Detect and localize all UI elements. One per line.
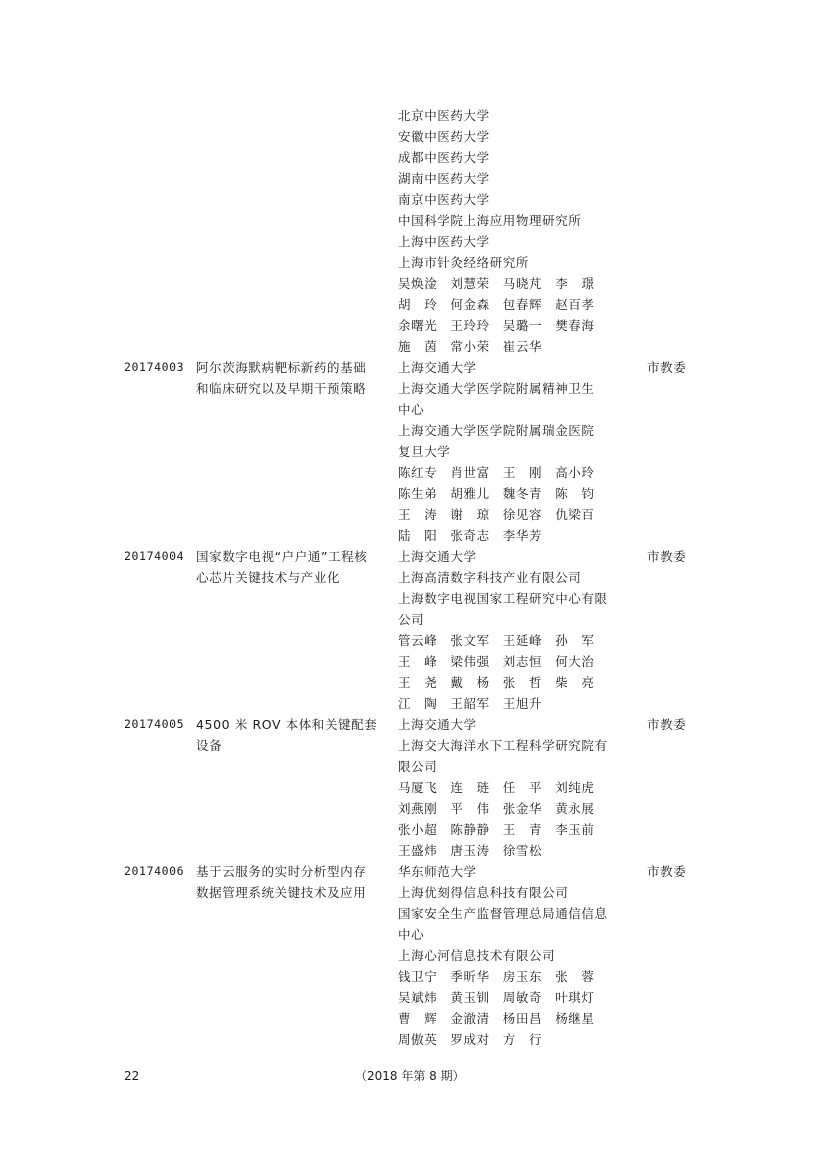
entry-id: 20174003 (124, 360, 185, 374)
people-line: 施 茵 常小荣 崔云华 (398, 339, 543, 354)
unit-line: 华东师范大学 (398, 864, 477, 879)
entry-dept: 市教委 (647, 549, 687, 564)
people-line: 王盛炜 唐玉涛 徐雪松 (398, 843, 543, 858)
unit-line: 限公司 (398, 759, 438, 774)
unit-line: 安徽中医药大学 (398, 129, 490, 144)
people-line: 刘燕刚 平 伟 张金华 黄永展 (398, 801, 595, 816)
unit-line: 公司 (398, 612, 425, 627)
entry-title-line: 4500 米 ROV 本体和关键配套 (196, 717, 378, 732)
entry-title-line: 数据管理系统关键技术及应用 (196, 885, 367, 900)
unit-line: 上海市针灸经络研究所 (398, 255, 530, 270)
entry-id: 20174004 (124, 549, 185, 563)
entry-title-line: 心芯片关键技术与产业化 (196, 570, 341, 585)
people-line: 陆 阳 张奇志 李华芳 (398, 528, 543, 543)
entry-dept: 市教委 (647, 717, 687, 732)
entry-dept: 市教委 (647, 864, 687, 879)
unit-line: 国家安全生产监督管理总局通信信息 (398, 906, 608, 921)
entry-dept: 市教委 (647, 360, 687, 375)
people-line: 江 陶 王韶军 王旭升 (398, 696, 543, 711)
issue-label: （2018 年第 8 期） (355, 1069, 465, 1083)
people-line: 余曙光 王玲玲 吴璐一 樊春海 (398, 318, 595, 333)
unit-line: 上海高清数字科技产业有限公司 (398, 570, 582, 585)
unit-line: 成都中医药大学 (398, 150, 490, 165)
people-line: 管云峰 张文军 王延峰 孙 军 (398, 633, 595, 648)
entry-id: 20174006 (124, 864, 185, 878)
people-line: 钱卫宁 季昕华 房玉东 张 蓉 (398, 969, 595, 984)
people-line: 吴焕淦 刘慧荣 马晓芃 李 璟 (398, 276, 595, 291)
unit-line: 湖南中医药大学 (398, 171, 490, 186)
unit-line: 上海心河信息技术有限公司 (398, 948, 556, 963)
unit-line: 上海交通大学医学院附属瑞金医院 (398, 423, 595, 438)
unit-line: 复旦大学 (398, 444, 451, 459)
people-line: 吴斌炜 黄玉钏 周敏奇 叶琪灯 (398, 990, 595, 1005)
unit-line: 中心 (398, 927, 425, 942)
people-line: 张小超 陈静静 王 青 李玉前 (398, 822, 595, 837)
entry-title-line: 和临床研究以及早期干预策略 (196, 381, 367, 396)
people-line: 陈红专 肖世富 王 刚 高小玲 (398, 465, 595, 480)
unit-line: 上海交通大学 (398, 360, 477, 375)
entry-title-line: 国家数字电视“户户通”工程核 (196, 549, 368, 564)
unit-line: 南京中医药大学 (398, 192, 490, 207)
people-line: 周傲英 罗成对 方 行 (398, 1032, 543, 1047)
people-line: 胡 玲 何金森 包春辉 赵百孝 (398, 297, 595, 312)
unit-line: 上海数字电视国家工程研究中心有限 (398, 591, 608, 606)
unit-line: 中心 (398, 402, 425, 417)
people-line: 曹 辉 金澈清 杨田昌 杨继星 (398, 1011, 595, 1026)
unit-line: 上海交通大学医学院附属精神卫生 (398, 381, 595, 396)
page-number: 22 (124, 1069, 140, 1083)
unit-line: 上海优刻得信息科技有限公司 (398, 885, 569, 900)
unit-line: 北京中医药大学 (398, 108, 490, 123)
people-line: 马厦飞 连 琏 任 平 刘纯虎 (398, 780, 595, 795)
unit-line: 上海中医药大学 (398, 234, 490, 249)
entry-title-line: 设备 (196, 738, 223, 753)
people-line: 王 峰 梁伟强 刘志恒 何大治 (398, 654, 595, 669)
entry-title-line: 基于云服务的实时分析型内存 (196, 864, 367, 879)
entry-title-line: 阿尔茨海默病靶标新药的基础 (196, 360, 367, 375)
unit-line: 上海交通大学 (398, 549, 477, 564)
unit-line: 上海交通大学 (398, 717, 477, 732)
unit-line: 上海交大海洋水下工程科学研究院有 (398, 738, 608, 753)
unit-line: 中国科学院上海应用物理研究所 (398, 213, 582, 228)
people-line: 陈生弟 胡雅儿 魏冬青 陈 钧 (398, 486, 595, 501)
people-line: 王 尧 戴 杨 张 哲 柴 亮 (398, 675, 595, 690)
entry-id: 20174005 (124, 717, 185, 731)
people-line: 王 涛 谢 琼 徐见容 仇梁百 (398, 507, 595, 522)
